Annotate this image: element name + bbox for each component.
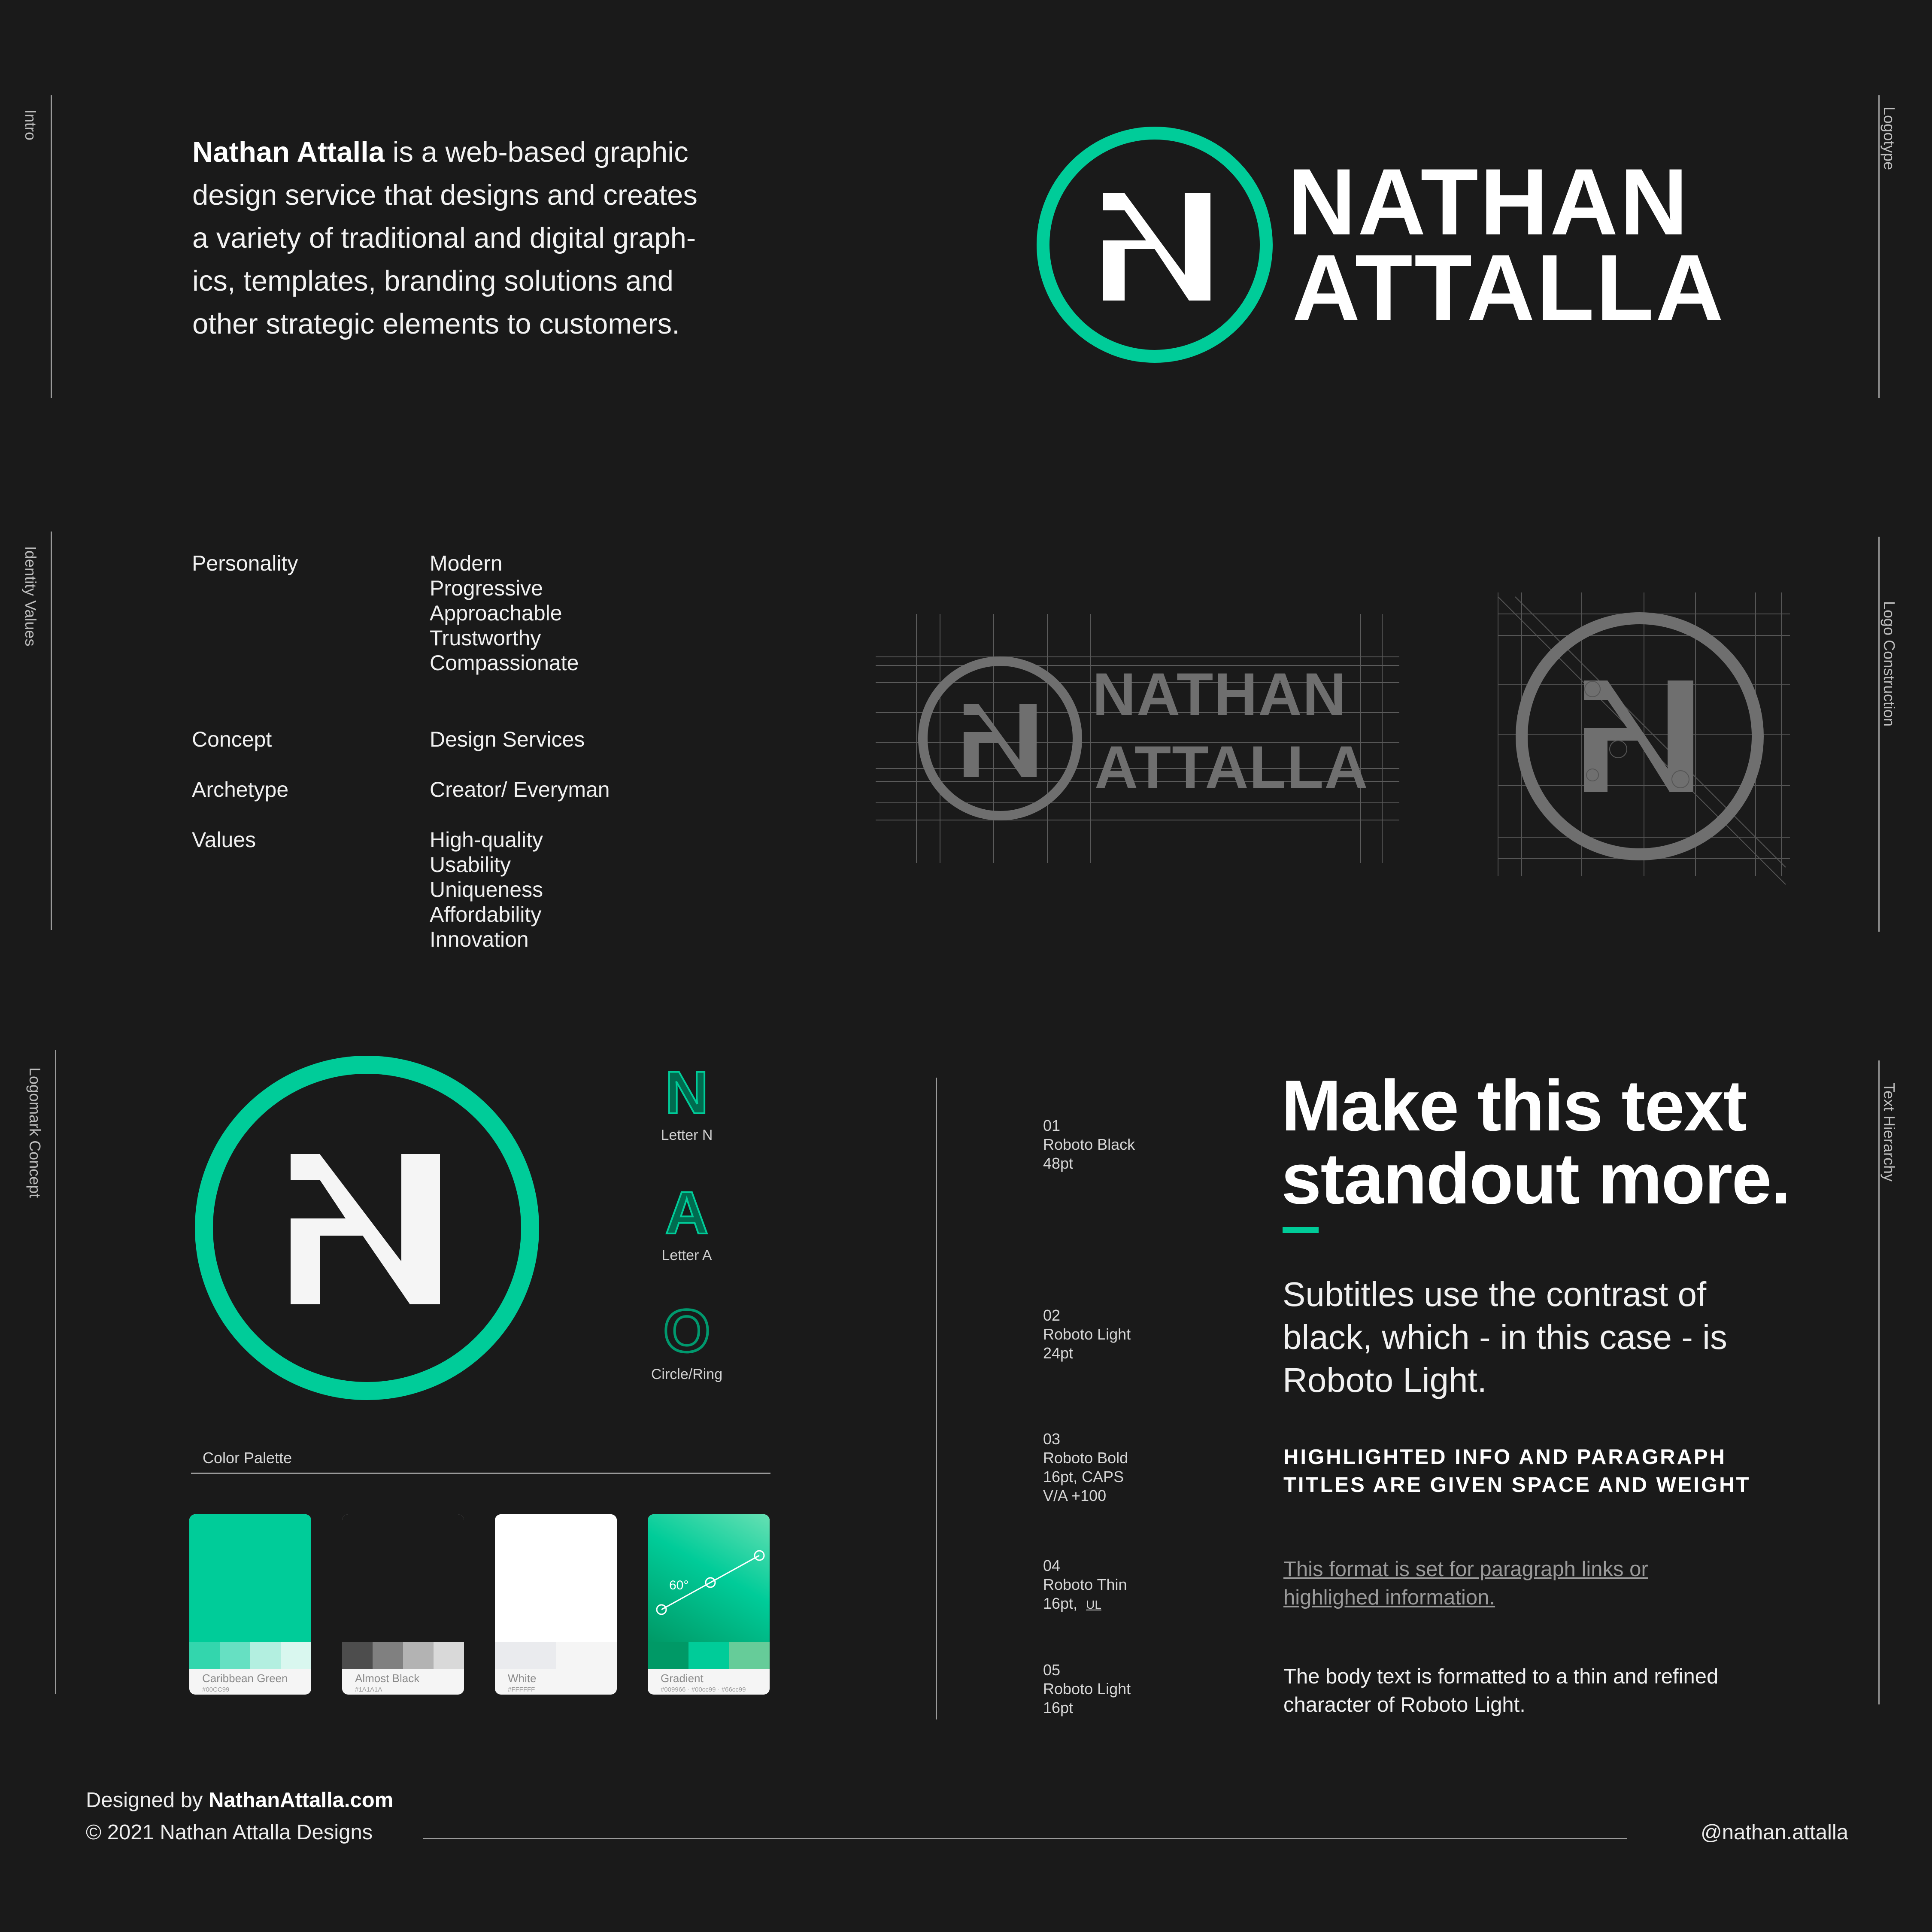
swatch-hex: #1A1A1A (355, 1686, 382, 1693)
hierarchy-link[interactable] (1283, 1555, 1648, 1612)
logo-na-monogram-icon (1103, 193, 1210, 301)
concept-letter-n-glyph: N (665, 1059, 709, 1126)
spec-font: Roboto Light (1043, 1680, 1131, 1698)
swatch-gradient (648, 1514, 770, 1695)
swatch-hex: #00CC99 (202, 1686, 230, 1693)
spec-size: 16pt, (1043, 1595, 1078, 1612)
swatch-name: White (508, 1672, 537, 1685)
side-label-identity-values: Identity Values (22, 546, 39, 647)
concept-letter-n-label: Letter N (661, 1127, 713, 1143)
footer-designed-by (86, 1788, 393, 1812)
logotype-word-2: ATTALLA (1292, 235, 1726, 340)
values-item: High-quality (430, 828, 543, 852)
concept-circle-label: Circle/Ring (651, 1366, 723, 1382)
swatch-name: Almost Black (355, 1672, 420, 1685)
hierarchy-subtitle (1283, 1273, 1727, 1402)
archetype-label: Archetype (192, 778, 289, 802)
personality-item: Progressive (430, 576, 543, 600)
personality-values (430, 551, 579, 675)
spec-number: 04 (1043, 1557, 1061, 1574)
construction-mark-grid (1489, 580, 1799, 889)
values-list (430, 827, 543, 952)
hierarchy-spec-05 (1043, 1661, 1131, 1717)
construction-wordmark-grid (876, 614, 1408, 867)
spec-extra: V/A +100 (1043, 1487, 1107, 1504)
logotype-word-1: NATHAN (1288, 149, 1690, 255)
hierarchy-divider (1878, 1060, 1880, 1704)
hierarchy-left-divider (936, 1078, 937, 1719)
values-item: Uniqueness (430, 878, 543, 902)
hierarchy-spec-02 (1043, 1306, 1131, 1363)
construction-mark-monogram-icon (1584, 680, 1693, 792)
spec-extra: UL (1086, 1598, 1101, 1611)
construction-monogram-icon (964, 704, 1037, 777)
hierarchy-headline (1281, 1065, 1790, 1219)
side-label-logotype: Logotype (1880, 106, 1898, 170)
logomark-divider (55, 1050, 56, 1694)
intro-paragraph (192, 131, 707, 346)
concept-letter-a-glyph: A (665, 1179, 709, 1246)
intro-line: design service that designs and creates (192, 179, 698, 211)
gradient-angle-diagram (648, 1514, 770, 1642)
concept-circle-glyph: O (663, 1297, 710, 1364)
body-line: character of Roboto Light. (1283, 1693, 1526, 1716)
values-item: Affordability (430, 902, 542, 927)
swatch-caribbean-green (189, 1514, 311, 1695)
spec-size: 24pt (1043, 1344, 1074, 1362)
construction-word-1: NATHAN (1092, 660, 1347, 728)
footer-site-link[interactable]: NathanAttalla.com (209, 1789, 394, 1812)
identity-divider (51, 532, 52, 930)
spec-number: 01 (1043, 1117, 1061, 1134)
intro-line: a variety of traditional and digital graph- (192, 222, 696, 254)
concept-letter-a-label: Letter A (661, 1247, 712, 1264)
logomark-monogram-icon (291, 1154, 440, 1304)
logotype-mark (1030, 120, 1279, 369)
construction-word-2: ATTALLA (1095, 733, 1369, 801)
palette-divider (191, 1473, 770, 1474)
spec-size: 16pt (1043, 1699, 1074, 1716)
personality-item: Trustworthy (430, 626, 541, 650)
logomark-large (191, 1055, 543, 1407)
personality-item: Modern (430, 551, 503, 575)
subtitle-line: Subtitles use the contrast of (1283, 1275, 1707, 1313)
hierarchy-spec-04 (1043, 1556, 1127, 1614)
spec-number: 02 (1043, 1306, 1061, 1324)
caps-line: HIGHLIGHTED INFO AND PARAGRAPH (1283, 1446, 1726, 1469)
headline-line: standout more. (1281, 1138, 1790, 1219)
side-label-text-hierarchy: Text Hierarchy (1880, 1083, 1898, 1182)
side-label-intro: Intro (22, 109, 39, 141)
side-label-logomark-concept: Logomark Concept (26, 1067, 44, 1198)
values-item: Innovation (430, 927, 529, 951)
construction-divider (1878, 537, 1880, 932)
spec-number: 03 (1043, 1430, 1061, 1448)
subtitle-line: black, which - in this case - is (1283, 1318, 1727, 1356)
gradient-angle-label: 60° (669, 1578, 689, 1592)
side-label-logo-construction: Logo Construction (1880, 601, 1898, 727)
swatch-white (495, 1514, 617, 1695)
swatch-hex: #FFFFFF (508, 1686, 535, 1693)
spec-font: Roboto Light (1043, 1325, 1131, 1343)
spec-font: Roboto Thin (1043, 1576, 1127, 1593)
headline-accent-bar (1283, 1227, 1319, 1233)
swatch-name: Gradient (661, 1672, 704, 1685)
values-label: Values (192, 828, 256, 852)
swatch-hex: #009966 · #00cc99 · #66cc99 (661, 1686, 746, 1693)
footer-divider (423, 1838, 1627, 1839)
intro-line: other strategic elements to customers. (192, 308, 680, 340)
hierarchy-caps (1283, 1443, 1750, 1499)
spec-size: 48pt (1043, 1154, 1074, 1172)
palette-title: Color Palette (203, 1449, 292, 1467)
intro-brand-name: Nathan Attalla (192, 136, 385, 168)
personality-item: Approachable (430, 601, 562, 625)
headline-line: Make this text (1281, 1065, 1747, 1146)
link-line[interactable]: This format is set for paragraph links or (1283, 1558, 1648, 1581)
hierarchy-spec-01 (1043, 1116, 1135, 1173)
intro-line: ics, templates, branding solutions and (192, 265, 674, 297)
spec-size: 16pt, CAPS (1043, 1468, 1124, 1485)
spec-font: Roboto Black (1043, 1136, 1135, 1153)
footer-handle[interactable]: @nathan.attalla (1701, 1821, 1848, 1844)
swatch-name: Caribbean Green (202, 1672, 288, 1685)
link-line[interactable]: highlighed information. (1283, 1586, 1495, 1609)
spec-font: Roboto Bold (1043, 1449, 1128, 1467)
hierarchy-spec-03 (1043, 1430, 1128, 1505)
footer-designed-prefix: Designed by (86, 1789, 209, 1812)
values-item: Usability (430, 853, 511, 877)
footer-copyright: © 2021 Nathan Attalla Designs (86, 1821, 373, 1844)
subtitle-line: Roboto Light. (1283, 1361, 1487, 1399)
archetype-value: Creator/ Everyman (430, 778, 610, 802)
personality-label: Personality (192, 551, 298, 575)
concept-value: Design Services (430, 727, 585, 751)
logotype-divider (1878, 95, 1880, 398)
body-line: The body text is formatted to a thin and refined (1283, 1665, 1719, 1688)
caps-line: TITLES ARE GIVEN SPACE AND WEIGHT (1283, 1473, 1751, 1497)
hierarchy-body (1283, 1662, 1718, 1719)
personality-item: Compassionate (430, 651, 579, 675)
swatch-almost-black (342, 1514, 464, 1695)
concept-label: Concept (192, 727, 272, 751)
intro-divider (51, 95, 52, 398)
intro-line: is a web-based graphic (384, 136, 688, 168)
spec-number: 05 (1043, 1661, 1061, 1679)
